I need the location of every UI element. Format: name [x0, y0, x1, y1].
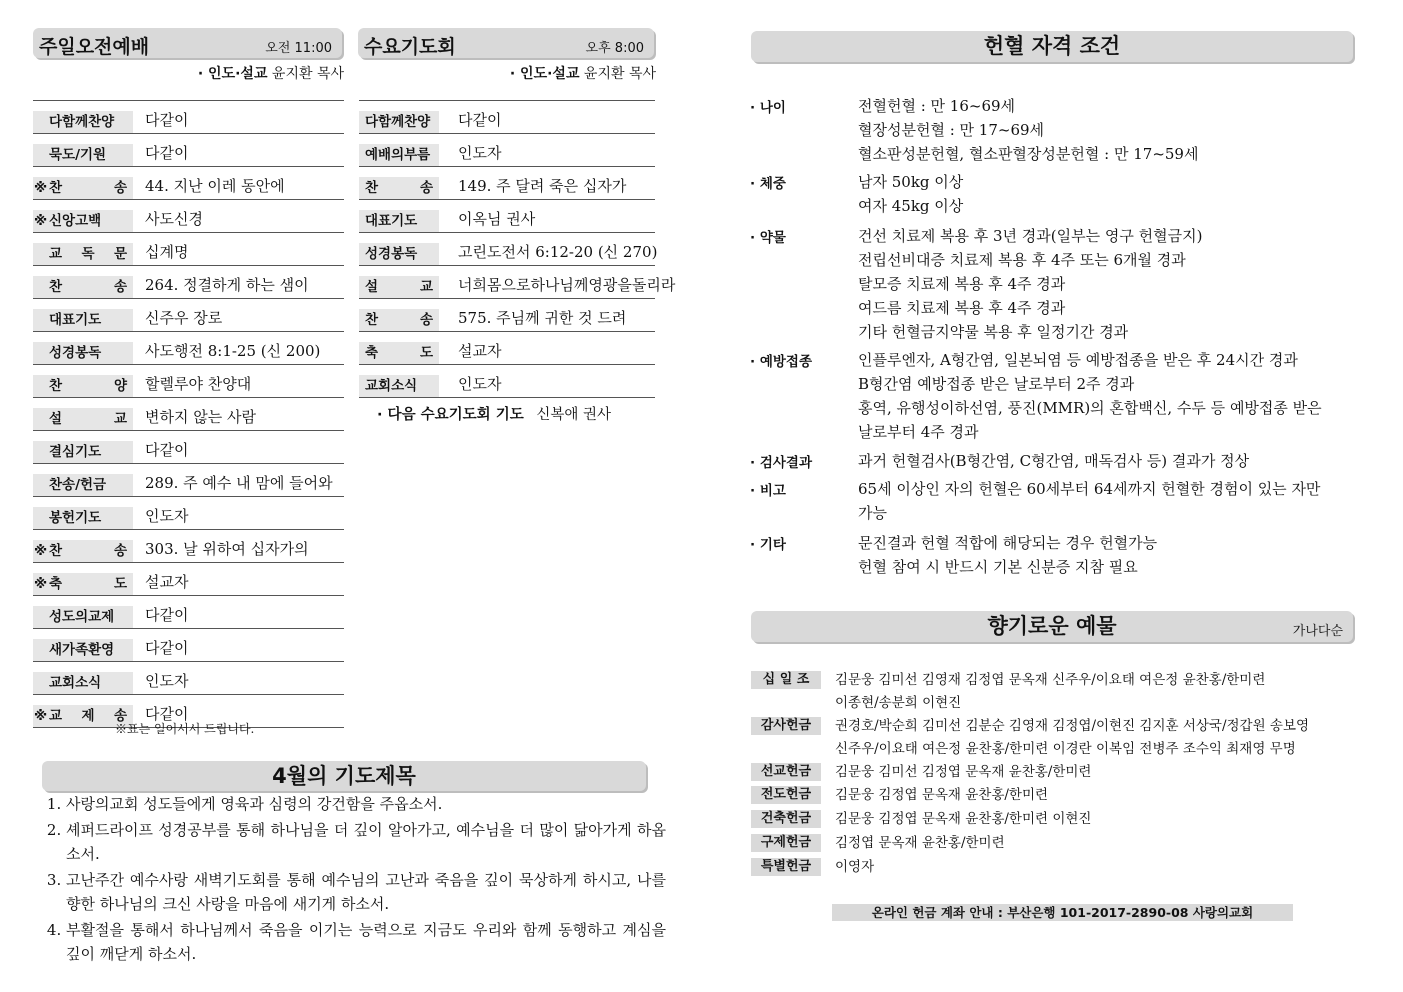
order-label: [359, 342, 439, 364]
order-label: [359, 309, 439, 331]
order-row: [33, 167, 344, 200]
order-label-text: 다함께찬양: [365, 114, 431, 130]
order-label-text: 교회소식: [365, 378, 418, 394]
order-label-text: 축 도: [365, 345, 433, 361]
offering-names-line: 김문웅 김미선 김정엽 문옥재 윤찬홍/한미련: [835, 764, 1092, 780]
order-value: 신주우 장로: [145, 309, 223, 327]
offering-names-line: 김문웅 김미선 김영재 김정엽 문옥재 신주우/이요태 여은정 윤찬홍/한미련: [835, 672, 1266, 688]
eligibility-lines: [858, 170, 963, 218]
order-label: [33, 342, 133, 364]
offerings-sort-note: 가나다순: [1292, 624, 1343, 639]
order-row: [33, 101, 344, 134]
offering-names: [835, 761, 1091, 784]
blood-donation-list: [750, 94, 1350, 594]
order-value: 575. 주님께 귀한 것 드려: [458, 309, 627, 327]
offering-label: 건축헌금: [751, 810, 821, 828]
sunday-order: [33, 101, 344, 728]
order-label: [33, 309, 133, 331]
order-value: 303. 날 위하여 십자가의: [145, 540, 309, 558]
offering-names-line: 김문웅 김정엽 문옥재 윤찬홍/한미련: [835, 787, 1049, 803]
eligibility-line: 인플루엔자, A형간염, 일본뇌염 등 예방접종을 받은 후 24시간 경과: [858, 351, 1298, 369]
eligibility-line: 홍역, 유행성이하선염, 풍진(MMR)의 혼합백신, 수두 등 예방접종 받은: [858, 399, 1322, 417]
offering-names-line: 이영자: [835, 859, 875, 875]
order-label: [33, 243, 133, 265]
eligibility-lines: [858, 94, 1198, 166]
order-label: [33, 507, 133, 529]
prayer-item: 2. 셰퍼드라이프 성경공부를 통해 하나님을 더 깊이 알아가고, 예수님을 더 많이 닮아가게 하옵소서.: [66, 818, 666, 866]
online-account-note: 온라인 헌금 계좌 안내 : 부산은행 101-2017-2890-08 사랑의교회: [832, 904, 1293, 921]
order-label: [33, 408, 133, 430]
officiant-name: 윤지환 목사: [583, 66, 656, 82]
standing-mark: ※: [34, 213, 48, 229]
order-row: [33, 563, 344, 596]
order-label: [33, 441, 133, 463]
sunday-service-time: 오전 11:00: [265, 41, 332, 56]
next-prayer-name: 신복애 권사: [536, 407, 611, 423]
order-value: 다같이: [145, 144, 189, 162]
order-row: [33, 134, 344, 167]
offering-label: 감사헌금: [751, 717, 821, 735]
eligibility-line: 가능: [858, 504, 887, 522]
prayer-list: [40, 792, 666, 968]
eligibility-label: · 체중: [750, 176, 786, 192]
eligibility-line: 전혈헌혈 : 만 16~69세: [858, 97, 1016, 115]
offerings-header: [751, 611, 1353, 642]
order-value: 44. 지난 이레 동안에: [145, 177, 285, 195]
order-label-text: 신앙고백: [49, 213, 102, 229]
eligibility-label: · 검사결과: [750, 455, 812, 471]
order-value: 다같이: [145, 705, 189, 723]
offering-names-line: 김정엽 문옥재 윤찬홍/한미련: [835, 835, 1005, 851]
order-value: 십계명: [145, 243, 189, 261]
order-value: 264. 정결하게 하는 샘이: [145, 276, 309, 294]
order-value: 인도자: [145, 507, 189, 525]
wednesday-service-time: 오후 8:00: [585, 41, 644, 56]
order-row: [33, 431, 344, 464]
eligibility-line: 탈모증 치료제 복용 후 4주 경과: [858, 275, 1066, 293]
eligibility-lines: [858, 449, 1249, 473]
order-row: [359, 332, 655, 365]
order-value: 인도자: [458, 375, 502, 393]
order-value: 이옥님 권사: [458, 210, 536, 228]
order-label-text: 찬 송: [49, 180, 127, 196]
order-label-text: 새가족환영: [49, 642, 115, 658]
order-label: [33, 144, 133, 166]
next-prayer-label: · 다음 수요기도회 기도: [377, 407, 524, 423]
order-label: [33, 573, 133, 595]
prayer-item: 4. 부활절을 통해서 하나님께서 죽음을 이기는 능력으로 지금도 우리와 함께 동행하고 계심을 깊이 깨닫게 하소서.: [66, 918, 666, 966]
order-label: [33, 474, 133, 496]
eligibility-label: · 나이: [750, 100, 786, 116]
offering-names-line: 권경호/박순희 김미선 김분순 김영재 김정엽/이현진 김지훈 서상국/정갑원 송보영: [835, 718, 1310, 734]
order-label-text: 성도의교제: [49, 609, 115, 625]
prayer-item: 1. 사랑의교회 성도들에게 영육과 심령의 강건함을 주옵소서.: [66, 792, 666, 816]
order-label-text: 결심기도: [49, 444, 102, 460]
order-label: [33, 210, 133, 232]
eligibility-line: 여드름 치료제 복용 후 4주 경과: [858, 299, 1066, 317]
order-label: [33, 606, 133, 628]
blood-donation-title: 헌혈 자격 조건: [983, 34, 1121, 58]
order-value: 할렐루야 찬양대: [145, 375, 252, 393]
order-label-text: 찬 송: [49, 279, 127, 295]
order-row: [33, 530, 344, 563]
order-label-text: 성경봉독: [365, 246, 418, 262]
prayer-title: 4월의 기도제목: [272, 764, 416, 788]
order-value: 다같이: [145, 639, 189, 657]
eligibility-label: · 기타: [750, 537, 786, 553]
eligibility-line: 전립선비대증 치료제 복용 후 4주 또는 6개월 경과: [858, 251, 1186, 269]
order-label-text: 묵도/기원: [49, 147, 107, 163]
order-row: [33, 497, 344, 530]
order-label-text: 대표기도: [49, 312, 102, 328]
standing-mark: ※: [34, 180, 48, 196]
order-value: 사도신경: [145, 210, 203, 228]
offering-label: 선교헌금: [751, 763, 821, 781]
eligibility-lines: [858, 348, 1322, 444]
order-row: [33, 629, 344, 662]
order-label-text: 예배의부름: [365, 147, 431, 163]
standing-mark: ※: [34, 708, 48, 724]
order-label: [33, 540, 133, 562]
sunday-officiant: [33, 63, 344, 83]
eligibility-line: B형간염 예방접종 받은 날로부터 2주 경과: [858, 375, 1135, 393]
order-label-text: 봉헌기도: [49, 510, 102, 526]
eligibility-label: · 약물: [750, 230, 786, 246]
offering-names-line: 이종현/송분희 이현진: [835, 695, 962, 711]
order-label-text: 찬 송: [49, 543, 127, 559]
eligibility-label: · 비고: [750, 483, 786, 499]
eligibility-line: 과거 헌혈검사(B형간염, C형간염, 매독검사 등) 결과가 정상: [858, 452, 1250, 470]
standing-mark: ※: [34, 543, 48, 559]
offering-label: 특별헌금: [751, 858, 821, 876]
order-value: 사도행전 8:1-25 (신 200): [145, 342, 321, 360]
eligibility-line: 65세 이상인 자의 헌혈은 60세부터 64세까지 헌혈한 경험이 있는 자만: [858, 480, 1321, 498]
order-label-text: 교 제 송: [49, 708, 127, 724]
order-label-text: 설 교: [365, 279, 433, 295]
order-value: 설교자: [145, 573, 189, 591]
wednesday-service-header: [358, 28, 654, 58]
order-label-text: 찬 송: [365, 312, 433, 328]
eligibility-line: 날로부터 4주 경과: [858, 423, 979, 441]
order-row: [359, 365, 655, 398]
eligibility-line: 남자 50kg 이상: [858, 173, 964, 191]
offering-names: [835, 856, 874, 879]
order-row: [33, 332, 344, 365]
order-row: [33, 233, 344, 266]
order-value: 인도자: [458, 144, 502, 162]
order-label-text: 대표기도: [365, 213, 418, 229]
wednesday-service-title: 수요기도회: [364, 36, 456, 58]
order-label-text: 찬송/헌금: [49, 477, 107, 493]
standing-note: ※표는 일어서서 드립니다.: [115, 722, 255, 736]
order-value: 149. 주 달려 죽은 십자가: [458, 177, 627, 195]
order-row: [359, 266, 676, 299]
order-value: 설교자: [458, 342, 502, 360]
order-row: [33, 464, 344, 497]
order-label: [33, 276, 133, 298]
order-value: 다같이: [145, 606, 189, 624]
prayer-item: 3. 고난주간 예수사랑 새벽기도회를 통해 예수님의 고난과 죽음을 깊이 묵상하게 하시고, 나를 향한 하나님의 크신 사랑을 마음에 새기게 하소서.: [66, 868, 666, 916]
order-label-text: 찬 송: [365, 180, 433, 196]
order-row: [33, 596, 344, 629]
order-row: [33, 662, 344, 695]
offering-label: 구제헌금: [751, 834, 821, 852]
offering-list: [751, 669, 1351, 889]
order-value: 변하지 않는 사람: [145, 408, 256, 426]
order-row: [359, 101, 655, 134]
order-label: [33, 375, 133, 397]
eligibility-line: 문진결과 헌혈 적합에 해당되는 경우 헌혈가능: [858, 534, 1158, 552]
offering-names: [835, 832, 1005, 855]
eligibility-line: 헌혈 참여 시 반드시 기본 신분증 지참 필요: [858, 558, 1138, 576]
eligibility-line: 혈소판성분헌혈, 혈소판혈장성분헌혈 : 만 17~59세: [858, 145, 1199, 163]
order-row: [33, 200, 344, 233]
offering-names-line: 신주우/이요태 여은정 윤찬홍/한미련 이경란 이복임 전병주 조수익 최재영 무명: [835, 741, 1296, 757]
offering-label: 전도헌금: [751, 786, 821, 804]
order-value: 인도자: [145, 672, 189, 690]
order-row: [359, 299, 655, 332]
sunday-service-header: [33, 28, 342, 58]
order-label: [33, 177, 133, 199]
offering-names: [835, 808, 1091, 831]
order-value: 다같이: [145, 111, 189, 129]
order-value: 다같이: [458, 111, 502, 129]
order-label-text: 찬 양: [49, 378, 127, 394]
officiant-label: · 인도·설교: [197, 66, 268, 82]
order-label: [359, 375, 439, 397]
order-value: 289. 주 예수 내 맘에 들어와: [145, 474, 333, 492]
eligibility-line: 여자 45kg 이상: [858, 197, 964, 215]
eligibility-label: · 예방접종: [750, 354, 812, 370]
order-label-text: 교 독 문: [49, 246, 127, 262]
order-row: [359, 167, 655, 200]
order-label-text: 축 도: [49, 576, 127, 592]
order-label: [359, 144, 439, 166]
blood-donation-header: [751, 31, 1353, 62]
order-label: [33, 639, 133, 661]
order-label: [359, 210, 439, 232]
order-label: [33, 111, 133, 133]
standing-mark: ※: [34, 576, 48, 592]
order-label: [359, 243, 439, 265]
eligibility-lines: [858, 224, 1202, 344]
offering-names: [835, 784, 1048, 807]
order-row: [359, 233, 658, 266]
eligibility-lines: [858, 477, 1320, 525]
order-label-text: 교회소식: [49, 675, 102, 691]
order-row: [33, 365, 344, 398]
order-value: 고린도전서 6:12-20 (신 270): [458, 243, 658, 261]
wednesday-officiant: [358, 63, 656, 83]
order-label-text: 성경봉독: [49, 345, 102, 361]
order-label: [359, 177, 439, 199]
offering-names: [835, 715, 1309, 761]
order-row: [33, 398, 344, 431]
wednesday-order: [359, 101, 676, 398]
officiant-name: 윤지환 목사: [271, 66, 344, 82]
order-label-text: 설 교: [49, 411, 127, 427]
eligibility-line: 혈장성분헌혈 : 만 17~69세: [858, 121, 1045, 139]
order-row: [33, 299, 344, 332]
order-row: [33, 266, 344, 299]
offerings-title: 향기로운 예물: [987, 614, 1117, 638]
order-label-text: 다함께찬양: [49, 114, 115, 130]
order-label: [359, 276, 439, 298]
offering-names-line: 김문웅 김정엽 문옥재 윤찬홍/한미련 이현진: [835, 811, 1092, 827]
order-row: [359, 134, 655, 167]
order-label: [33, 672, 133, 694]
eligibility-line: 건선 치료제 복용 후 3년 경과(일부는 영구 헌혈금지): [858, 227, 1203, 245]
eligibility-line: 기타 헌혈금지약물 복용 후 일정기간 경과: [858, 323, 1129, 341]
prayer-header: [42, 761, 646, 791]
offering-label: 십 일 조: [751, 671, 821, 689]
sunday-service-title: 주일오전예배: [39, 36, 150, 58]
next-wednesday-prayer: [377, 403, 611, 424]
order-value: 다같이: [145, 441, 189, 459]
order-row: [359, 200, 655, 233]
order-value: 너희몸으로하나님께영광을돌리라: [458, 276, 676, 294]
officiant-label: · 인도·설교: [509, 66, 580, 82]
order-label: [359, 111, 439, 133]
eligibility-lines: [858, 531, 1157, 579]
offering-names: [835, 669, 1265, 715]
